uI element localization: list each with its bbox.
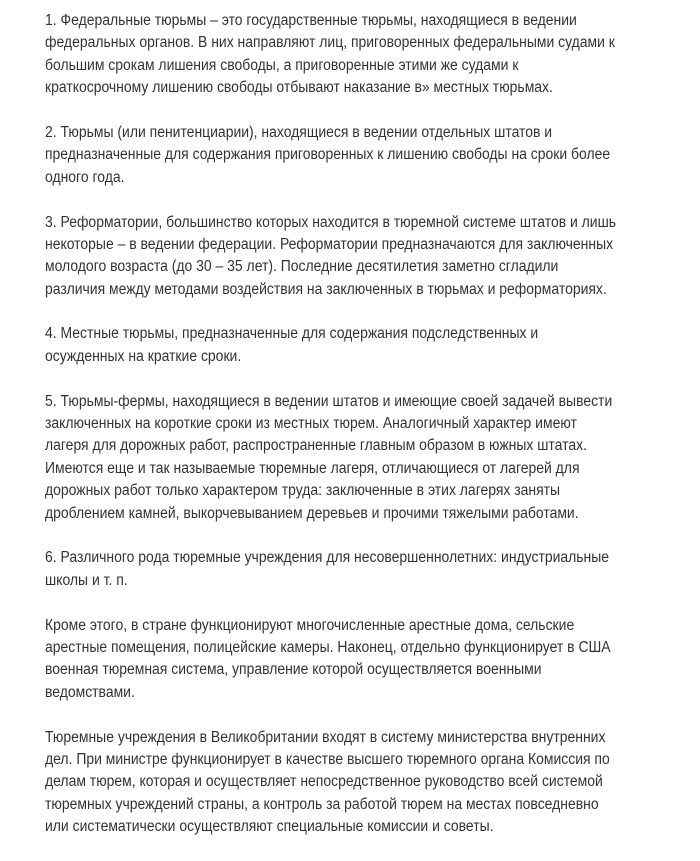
text-line: дорожных работ только характером труда: заключенные в этих лагерях заняты [45,482,561,500]
text-line: большим срокам лишения свободы, а приговоренные этими же судами к [45,56,519,74]
text-line: делам тюрем, которая и осуществляет непосредственное руководство всей системой [45,773,603,791]
paragraph-juvenile-institutions [45,547,685,592]
text-line: федеральных органов. В них направляют лиц, приговоренных федеральными судами к [45,34,615,52]
text-line: 2. Тюрьмы (или пенитенциарии), находящиеся в ведении отдельных штатов и [45,123,553,141]
text-line: лагеря для дорожных работ, распространенные главным образом в южных штатах. [45,437,587,455]
text-line: 3. Реформатории, большинство которых находится в тюремной системе штатов и лишь [45,213,617,231]
text-line: 1. Федеральные тюрьмы – это государственные тюрьмы, находящиеся в ведении [45,12,577,29]
paragraph-federal-prisons [45,10,685,100]
text-line: различия между методами воздействия на заключенных в тюрьмах и реформаториях. [45,280,607,298]
text-line: арестные помещения, полицейские камеры. Наконец, отдельно функционирует в США [45,638,611,656]
paragraph-state-penitentiaries [45,122,685,189]
text-line: 5. Тюрьмы-фермы, находящиеся в ведении штатов и имеющие своей задачей вывести [45,392,613,410]
text-line: одного года. [45,168,125,186]
text-line: 6. Различного рода тюремные учреждения для несовершеннолетних: индустриальные [45,549,610,567]
text-line: краткосрочному лишению свободы отбывают наказание в» местных тюрьмах. [45,79,553,97]
paragraph-prison-farms [45,391,685,525]
article-body [45,10,685,861]
text-line: некоторые – в ведении федерации. Реформатории предназначаются для заключенных [45,235,614,253]
text-line: ведомствами. [45,683,135,701]
text-line: дел. При министре функционирует в качестве высшего тюремного органа Комиссия по [45,750,610,768]
text-line: предназначенные для содержания приговоренных к лишению свободы на сроки более [45,146,611,164]
text-line: школы и т. п. [45,571,128,589]
text-line: или систематически осуществляют специальные комиссии и советы. [45,818,494,836]
text-line: осужденных на краткие сроки. [45,347,242,365]
text-line: военная тюремная система, управление которой осуществляется военными [45,661,542,679]
text-line: заключенных на короткие сроки из местных тюрем. Аналогичный характер имеют [45,415,577,433]
text-line: Кроме этого, в стране функционируют многочисленные арестные дома, сельские [45,616,575,634]
paragraph-reformatories [45,212,685,302]
paragraph-other-facilities [45,615,685,705]
text-line: молодого возраста (до 30 – 35 лет). Последние десятилетия заметно сгладили [45,258,559,276]
text-line: Имеются еще и так называемые тюремные лагеря, отличающиеся от лагерей для [45,459,580,477]
text-line: 4. Местные тюрьмы, предназначенные для содержания подследственных и [45,325,539,343]
paragraph-local-prisons [45,323,685,368]
paragraph-great-britain [45,727,685,839]
text-line: Тюремные учреждения в Великобритании входят в систему министерства внутренних [45,728,606,746]
text-line: дроблением камней, выкорчевыванием деревьев и прочими тяжелыми работами. [45,504,579,522]
text-line: тюремных учреждений страны, а контроль за работой тюрем на местах повседневно [45,795,599,813]
